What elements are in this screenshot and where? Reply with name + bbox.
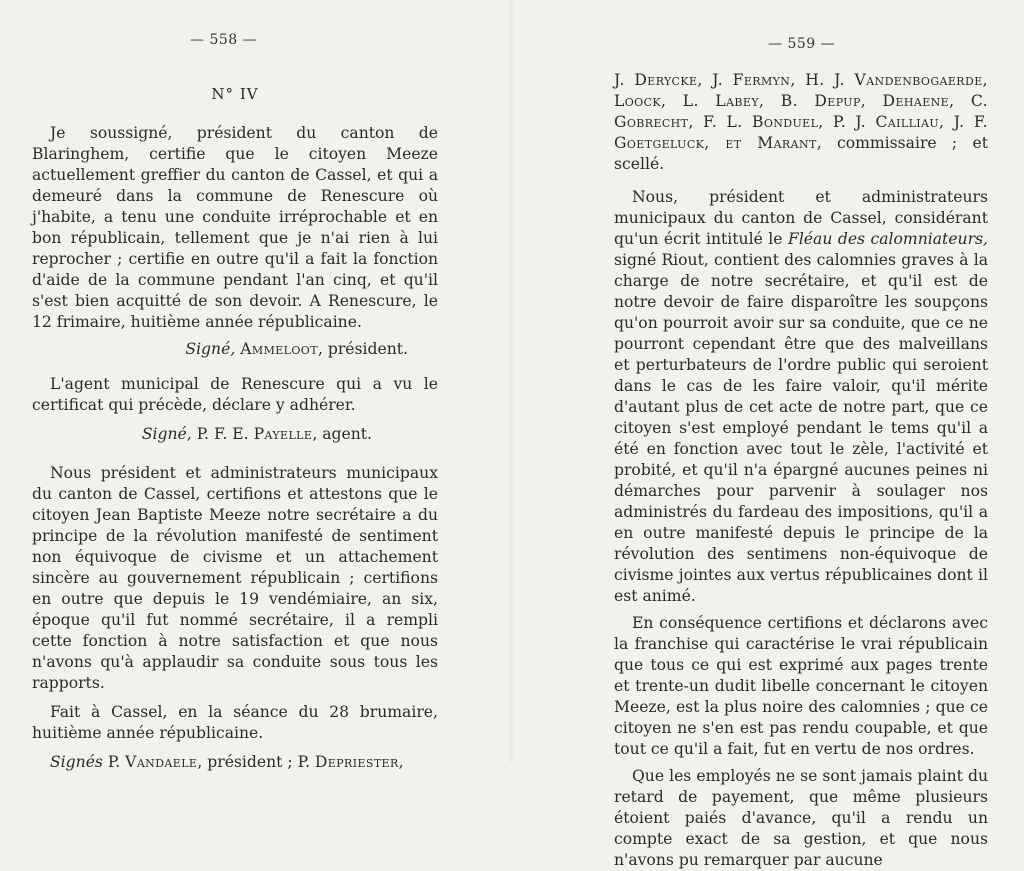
attestation-paragraph: Nous président et administrateurs municipaux du canton de Cassel, certifions et attestons que le citoyen Jean Baptiste Meeze notre secrétaire a du principe de la révolution manifesté de sentiment non équivoque de civisme et un attachement sincère au gouvernement républicain ; certifions en outre que depuis le 19 vendémiaire, an six, époque qu'il fut nommé secrétaire, il a rempli cette fonction à notre satisfaction et que nous n'avons qu'à applaudir sa conduite sous tous les rapports. [32,464,438,692]
agent-paragraph: L'agent municipal de Renescure qui a vu le certificat qui précède, déclare y adhérer. [32,375,438,414]
left-page-text [32,84,438,773]
page-number-right: — 559 — [768,36,836,52]
consequence-paragraph: En conséquence certifions et déclarons avec la franchise qui caractérise le vrai républicain que tous ce qui est exprimé aux pages trente et trente-un dudit libelle concernant le citoyen Meeze, est la plus noire des calomnies ; que ce citoyen ne s'en est pas rendu coupable, et que tout ce qu'il a fait, fut en vertu de nos ordres. [614,614,988,758]
certificate-paragraph: Je soussigné, président du canton de Blaringhem, certifie que le citoyen Meeze actuellement greffier du canton de Cassel, et qui a demeuré dans la commune de Renescure où j'habite, a tenu une conduite irréprochable et en bon républicain, tellement que je n'ai rien à lui reprocher ; certifie en outre qu'il a fait la fonction d'aide de la commune pendant l'an cinq, et qu'il s'est bien acquitté de son devoir. A Renescure, le 12 frimaire, huitième année républicaine. [32,124,438,331]
date-paragraph: Fait à Cassel, en la séance du 28 brumaire, huitième année républicaine. [32,703,438,742]
section-heading: N° IV [211,85,259,103]
signature-vandaele-depriester: Signés P. Vandaele, président ; P. Depriester, [50,753,404,771]
right-page [512,0,1024,869]
employees-paragraph: Que les employés ne se sont jamais plaint du retard de payement, que même plusieurs étoient paiés d'avance, qu'il a rendu un compte exact de sa gestion, et que nous n'avons pu remarquer par aucune [614,767,988,869]
council-paragraph: Nous, président et administrateurs municipaux du canton de Cassel, considérant qu'un écrit intitulé le Fléau des calomniateurs, signé Riout, contient des calomnies graves à la charge de notre secrétaire, et qu'il est de notre devoir de faire disparoître les soupçons qu'on pourroit avoir sur sa conduite, que ce ne pourront cependant être que des malveillans et perturbateurs de l'ordre public qui seroient dans le cas de les faire valoir, qu'il mérite d'autant plus de cet acte de notre part, que ce citoyen s'est employé pendant le tems qu'il a été en fonction avec tout le zèle, l'activité et probité, et qu'il n'a épargné aucunes peines ni démarches pour parvenir à soulager nos administrés du fardeau des impositions, qu'il a en outre manifesté depuis le principe de la révolution des sentimens non-équivoque de civisme jointes aux vertus républicaines dont il est animé. [614,188,988,605]
pamphlet-title: Fléau des calomniateurs, [788,230,988,248]
signature-payelle: Signé, P. F. E. Payelle, agent. [141,425,372,443]
right-page-text [614,70,988,871]
page-number-left: — 558 — [190,32,258,48]
signature-ammeloot: Signé, Ammeloot, président. [185,340,408,358]
left-page [0,0,512,771]
signatories-paragraph: J. Derycke, J. Fermyn, H. J. Vandenbogaerde, Loock, L. Labey, B. Depup, Dehaene, C. Gobrecht, F. L. Bonduel, P. J. Cailliau, J. F. Goetgeluck, et Marant, commissaire ; et scellé. [614,71,988,173]
